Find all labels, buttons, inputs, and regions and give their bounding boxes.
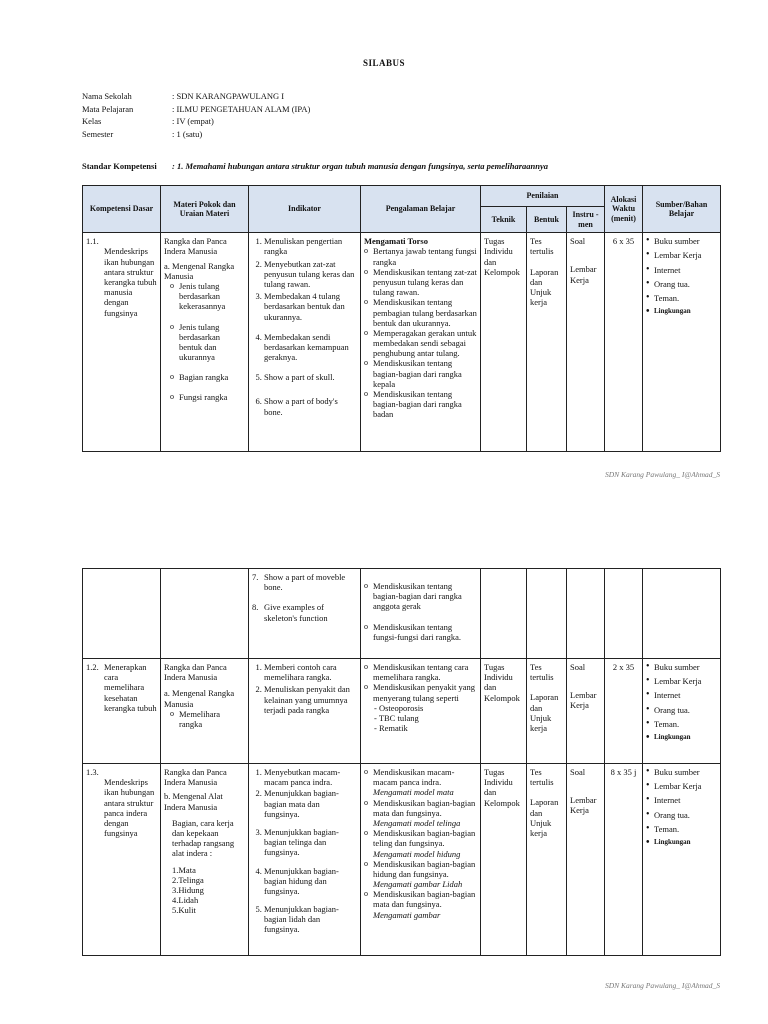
list-item: • Orang tua. (646, 810, 717, 820)
bentuk-cell: Tes tertulis Laporan dan Unjuk kerja (527, 764, 567, 956)
list-item: 1.Mata (172, 864, 196, 875)
list-item: o Mendiskusikan tentang bagian-bagian dari rangka badan (364, 389, 477, 420)
list-item: 3. Menunjukkan bagian-bagian telinga dan fungsinya. (264, 827, 357, 858)
list-item: o Mendiskusikan tentang pembagian tulang berdasarkan bentuk dan ukurannya. (364, 297, 477, 328)
list-item: o Mendiskusikan bagian-bagian mata dan fungsinya. Mengamati model telinga (364, 798, 477, 829)
indikator-cell (249, 764, 361, 956)
instrumen-cell: Soal Lembar Kerja (567, 764, 605, 956)
list-item: o Memelihara rangka (170, 709, 245, 729)
list-item: o Mendiskusikan penyakit yang menyerang tulang seperti (364, 682, 477, 702)
list-item: 1. Menyebutkan macam-macam panca indra. (264, 767, 357, 787)
list-item: o Mendiskusikan bagian-bagian teling dan fungsinya. Mengamati model hidung (364, 828, 477, 859)
list-item: • Buku sumber (646, 767, 717, 777)
sumber-cell (643, 233, 721, 452)
meta-row: Semester : 1 (satu) (82, 128, 203, 139)
list-item: 2.Telinga (172, 874, 204, 885)
table-row (83, 764, 721, 956)
list-item: 5. Menunjukkan bagian-bagian lidah dan fungsinya. (264, 904, 357, 935)
table-row (83, 233, 721, 452)
list-item: 3.Hidung (172, 884, 204, 895)
list-item: o Jenis tulang berdasarkan kekerasannya (170, 281, 245, 312)
header-sumber: Sumber/Bahan Belajar (643, 186, 721, 233)
list-item: - Rematik (374, 723, 477, 733)
bentuk-cell: Tes tertulis Laporan dan Unjuk kerja (527, 233, 567, 452)
alokasi-cell: 2 x 35 (605, 659, 643, 764)
list-item: • Orang tua. (646, 705, 717, 715)
list-item: • Lingkungan (646, 733, 717, 741)
sumber-cell (643, 764, 721, 956)
list-item: 6. Show a part of body's bone. (264, 396, 357, 416)
page-footer: SDN Karang Pawulang_ I@Ahmad_S (604, 981, 720, 990)
syllabus-table-1 (82, 185, 721, 452)
list-item: 2. Menyebutkan zat-zat penyusun tulang keras dan tulang rawan. (264, 259, 357, 290)
list-item: • Lembar Kerja (646, 676, 717, 686)
materi-cell: Rangka dan Panca Indera Manusia a. Mengenal Rangka Manusia o Memelihara rangka (161, 659, 249, 764)
sumber-cell (643, 659, 721, 764)
header-alokasi: Alokasi Waktu (menit) (605, 186, 643, 233)
table-row (83, 569, 721, 659)
list-item: 2. Menuliskan penyakit dan kelainan yang umumnya terjadi pada rangka (264, 684, 357, 715)
list-item: o Mendiskusikan bagian-bagian mata dan fungsinya. Mengamati gambar (364, 889, 477, 920)
list-item: 4. Menunjukkan bagian-bagian hidung dan fungsinya. (264, 866, 357, 897)
meta-row: Mata Pelajaran : ILMU PENGETAHUAN ALAM (IPA) (82, 103, 311, 114)
list-item: • Lingkungan (646, 307, 717, 315)
list-item: • Internet (646, 690, 717, 700)
teknik-cell: Tugas Individu dan Kelompok (481, 764, 527, 956)
list-item: • Internet (646, 265, 717, 275)
teknik-cell: Tugas Individu dan Kelompok (481, 233, 527, 452)
list-item: o Mendiskusikan macam-macam panca indra. Mengamati model mata (364, 767, 477, 798)
header-materi: Materi Pokok dan Uraian Materi (161, 186, 249, 233)
list-item: o Mendiskusikan tentang cara memelihara rangka. (364, 662, 477, 682)
list-item: 2. Menunjukkan bagian-bagian mata dan fungsinya. (264, 788, 357, 819)
syllabus-table-2 (82, 568, 721, 956)
list-item: • Teman. (646, 719, 717, 729)
list-item: o Bagian rangka (170, 372, 245, 382)
instrumen-cell: Soal Lembar Kerja (567, 233, 605, 452)
header-teknik: Teknik (481, 207, 527, 233)
header-indikator: Indikator (249, 186, 361, 233)
pengalaman-cell: Mengamati Torso o Bertanya jawab tentang fungsi rangka o Mendiskusikan tentang zat-zat penyusun tulang keras dan tulang rawan. o Mendiskusikan tentang pembagian tulang berdasarkan bentuk dan ukurannya. o Memperagakan gerakan untuk membedakan sendi sebagai penghubung antar tulang. o Mendiskusikan tentang bagian-bagian dari rangka kepala o Mendiskusikan tentang bagian-bagian dari rangka badan (361, 233, 481, 452)
meta-info (82, 91, 722, 141)
materi-cell: Rangka dan Panca Indera Manusia b. Mengenal Alat Indera Manusia Bagian, cara kerja dan kepekaan terhadap rangsang alat indera : 1.Mata 2.Telinga 3.Hidung 4.Lidah 5.Kulit (161, 764, 249, 956)
list-item: • Lembar Kerja (646, 250, 717, 260)
list-item: - Osteoporosis (374, 703, 477, 713)
list-item: o Bertanya jawab tentang fungsi rangka (364, 246, 477, 266)
materi-cell: Rangka dan Panca Indera Manusia a. Mengenal Rangka Manusia o Jenis tulang berdasarkan kekerasannya o Jenis tulang berdasarkan bentuk dan ukurannya o Bagian rangka o Fungsi rangka (161, 233, 249, 452)
meta-row: Kelas : IV (empat) (82, 116, 214, 126)
list-item: • Teman. (646, 293, 717, 303)
kd-cell: 1.1. Mendeskrips ikan hubungan antara struktur kerangka tubuh manusia dengan fungsinya (83, 233, 161, 452)
standar-kompetensi: Standar Kompetensi : 1. Memahami hubungan antara struktur organ tubuh manusia dengan fungsinya, serta pemeliharaannya (82, 161, 548, 171)
meta-row: Nama Sekolah : SDN KARANGPAWULANG I (82, 91, 285, 101)
header-bentuk: Bentuk (527, 207, 567, 233)
bentuk-cell: Tes tertulis Laporan dan Unjuk kerja (527, 659, 567, 764)
pengalaman-cell (361, 764, 481, 956)
list-item: 5.Kulit (172, 905, 196, 916)
alokasi-cell: 6 x 35 (605, 233, 643, 452)
list-item: • Lembar Kerja (646, 781, 717, 791)
header-instrumen: Instru -men (567, 207, 605, 233)
list-item: • Buku sumber (646, 662, 717, 672)
list-item: o Jenis tulang berdasarkan bentuk dan ukurannya (170, 322, 245, 363)
list-item: • Internet (646, 795, 717, 805)
list-item: o Mendiskusikan tentang bagian-bagian dari rangka anggota gerak (364, 581, 477, 612)
kd-cell: 1.3. Mendeskrips ikan hubungan antara struktur panca indera dengan fungsinya (83, 764, 161, 956)
table-row (83, 659, 721, 764)
page-title: SILABUS (362, 58, 406, 68)
list-item: 5. Show a part of skull. (264, 372, 357, 382)
list-item: • Teman. (646, 824, 717, 834)
list-item: 1. Menuliskan pengertian rangka (264, 236, 357, 256)
list-item: • Lingkungan (646, 838, 717, 846)
pengalaman-cell (361, 659, 481, 764)
list-item: 4. Membedakan sendi berdasarkan kemampuan geraknya. (264, 332, 357, 363)
page-footer: SDN Karang Pawulang_ I@Ahmad_S (604, 470, 720, 479)
instrumen-cell: Soal Lembar Kerja (567, 659, 605, 764)
indikator-cell: 7. Show a part of moveble bone. 8. Give examples of skeleton's function (249, 569, 361, 659)
list-item: o Mendiskusikan bagian-bagian hidung dan fungsinya. Mengamati gambar Lidah (364, 859, 477, 890)
list-item: • Orang tua. (646, 279, 717, 289)
indikator-cell (249, 233, 361, 452)
list-item: o Mendiskusikan tentang zat-zat penyusun tulang keras dan tulang rawan. (364, 267, 477, 298)
kd-cell: 1.2. Menerapkan cara memelihara kesehatan kerangka tubuh (83, 659, 161, 764)
pengalaman-cell (361, 569, 481, 659)
list-item: o Memperagakan gerakan untuk membedakan sendi sebagai penghubung antar tulang. (364, 328, 477, 359)
alokasi-cell: 8 x 35 j (605, 764, 643, 956)
list-item: 1. Memberi contoh cara memelihara rangka. (264, 662, 357, 682)
list-item: - TBC tulang (374, 713, 477, 723)
list-item: o Fungsi rangka (170, 392, 245, 402)
indikator-cell (249, 659, 361, 764)
list-item: 3. Membedakan 4 tulang berdasarkan bentuk dan ukurannya. (264, 291, 357, 322)
header-pengalaman: Pengalaman Belajar (361, 186, 481, 233)
list-item: 4.Lidah (172, 895, 199, 906)
list-item: • Buku sumber (646, 236, 717, 246)
list-item: o Mendiskusikan tentang fungsi-fungsi dari rangka. (364, 622, 477, 642)
header-penilaian: Penilaian (481, 186, 605, 207)
teknik-cell: Tugas Individu dan Kelompok (481, 659, 527, 764)
header-kd: Kompetensi Dasar (83, 186, 161, 233)
list-item: o Mendiskusikan tentang bagian-bagian dari rangka kepala (364, 358, 477, 389)
